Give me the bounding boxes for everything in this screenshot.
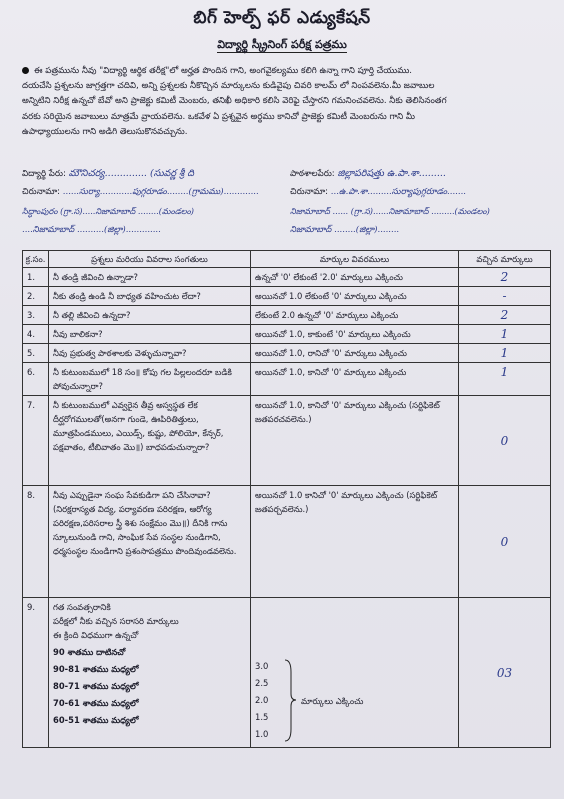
row-marks-rule: అయినచో 1.0, కాకుంటే '0' మార్కులు ఎక్కించు bbox=[251, 325, 459, 344]
row-marks-obtained[interactable]: 03 bbox=[459, 598, 551, 748]
school-address-field bbox=[290, 187, 466, 199]
intro-line bbox=[22, 64, 542, 79]
brace-icon bbox=[283, 658, 297, 743]
row-question: నీ తండ్రి జీవించి ఉన్నాడా? bbox=[49, 268, 251, 287]
row-question: నీవు ప్రభుత్వ పాఠశాలకు వెళ్ళుచున్నావా? bbox=[49, 344, 251, 363]
row-marks-obtained[interactable]: 1 bbox=[459, 363, 551, 396]
table-row bbox=[23, 287, 551, 306]
intro-line: అన్నిటిని నిరీక్ష ఉన్నచో బేవో అని ప్రాజెక్టు కమిటీ మెంబరు, తనిఖీ అధికారి కలిసి వెరిఫై చేస్తారని గమనించవలెను. నీకు తెలిసినంతగ bbox=[22, 96, 447, 107]
mandal-value: సిద్ధాంపురం (గ్రా.స).....నిజామాబాద్ ........(మండలం) bbox=[22, 206, 194, 216]
student-name-field bbox=[22, 168, 194, 181]
band-label: 70-61 శాతము మధ్యలో bbox=[53, 698, 139, 708]
intro-line: వరకు సరియైన జవాబులు మాత్రమే వ్రాయవలెను. ఒకవేళ ఏ ప్రశ్నవైన అర్థము కానిచో ప్రాజెక్టు కమిటీ మెంబరును గాని మీ bbox=[22, 111, 415, 122]
row-marks-rule: లేకుంటే 2.0 ఉన్నచో '0' మార్కులు ఎక్కించు bbox=[251, 306, 459, 325]
row-marks-rule: అయినచో 1.0 లేకుంటే '0' మార్కులు ఎక్కించు bbox=[251, 287, 459, 306]
row-marks-obtained[interactable]: 1 bbox=[459, 344, 551, 363]
band-value: 1.5 bbox=[255, 712, 269, 722]
row-number: 3. bbox=[23, 306, 49, 325]
instructions bbox=[22, 64, 542, 140]
table-row bbox=[23, 598, 551, 748]
screening-table bbox=[22, 250, 551, 748]
row-question: నీవు బాలికనా? bbox=[49, 325, 251, 344]
row9-marks-label: మార్కులు ఎక్కించు bbox=[301, 695, 364, 706]
row-number: 9. bbox=[23, 598, 49, 748]
row-marks-rule: అయినచో 1.0, కానిచో '0' మార్కులు ఎక్కించు (సర్టిఫికెట్ జతపరచవలెను.) bbox=[251, 396, 459, 486]
row-marks-rule: అయినచో 1.0, కానిచో '0' మార్కులు ఎక్కించు bbox=[251, 363, 459, 396]
table-row bbox=[23, 268, 551, 287]
row-question bbox=[49, 598, 251, 748]
row-number: 5. bbox=[23, 344, 49, 363]
intro-line: దయచేసి ప్రశ్నలను జాగ్రత్తగా చదివి, అన్ని ప్రశ్నలకు నీకొచ్చిన మార్కులను కుడివైపు చివరి కాలమ్ లో నింపవలెను.మీ జవాబుల bbox=[22, 81, 435, 92]
school-name-value: జిల్లాపరిషత్తు ఉ.పా.శా......... bbox=[337, 168, 446, 179]
address-label: చిరునామా: bbox=[22, 187, 61, 197]
school-name-field bbox=[290, 168, 446, 181]
row-question: నీ కుటుంబములో 18 సం॥ కోపు గల పిల్లలందరూ బడికి పోవుచున్నారా? bbox=[49, 363, 251, 396]
district-value: ....నిజామాబాద్ ..........(జిల్లా)............. bbox=[22, 225, 161, 235]
row9-intro-line: గత సంవత్సరానికి bbox=[53, 602, 111, 612]
address-field bbox=[22, 187, 259, 199]
student-name-label: విద్యార్థి పేరు: bbox=[22, 169, 66, 179]
row-marks-obtained[interactable]: 2 bbox=[459, 268, 551, 287]
table-header-row bbox=[23, 251, 551, 268]
row-marks-obtained[interactable]: - bbox=[459, 287, 551, 306]
table-row bbox=[23, 344, 551, 363]
school-mandal-value: నిజామాబాద్ ...... (గ్రా.స)......నిజామాబాద్ .........(మండలం) bbox=[290, 206, 490, 216]
row9-intro-line: ఈ క్రింది విధముగా ఉన్నచో bbox=[53, 630, 139, 640]
row-marks-obtained[interactable]: 1 bbox=[459, 325, 551, 344]
band-label: 60-51 శాతము మధ్యలో bbox=[53, 715, 139, 725]
school-district-value: నిజామాబాద్ ........(జిల్లా)........ bbox=[290, 225, 400, 235]
row-marks-rule: ఉన్నచో '0' లేకుంటే '2.0' మార్కులు ఎక్కించు bbox=[251, 268, 459, 287]
table-row bbox=[23, 486, 551, 598]
table-row bbox=[23, 325, 551, 344]
field-row bbox=[22, 223, 552, 242]
page-subtitle bbox=[0, 38, 564, 54]
col-header-marks-obtained: వచ్చిన మార్కులు bbox=[459, 251, 551, 268]
band-values bbox=[255, 658, 283, 743]
field-row bbox=[22, 166, 552, 185]
col-header-question: ప్రశ్నలు మరియు వివరాల సంగతులు bbox=[49, 251, 251, 268]
school-address-label: చిరునామా: bbox=[290, 187, 329, 197]
row-question: నీ కుటుంబములో ఎవ్వరైన తీవ్ర అస్వస్థత లేక దీర్ఘరోగములతో(అనగా గుండె, ఊపిరితిత్తులు, మూత్రపిండములు, ఎయిడ్స్, కుష్టు, పోలియో, కేన్సర్, పక్షవాతం, టీబివాతం మొ॥) బాధపడుచున్నారా? bbox=[49, 396, 251, 486]
row-number: 1. bbox=[23, 268, 49, 287]
intro-line-text: ఈ పత్రమును నీవు "విద్యార్థి ఆర్థిక తరీక్ష"లో అర్హత పొందిన గాని, అంగవైకల్యము కలిగి ఉన్నా గాని పూర్తి చేయుము. bbox=[34, 66, 413, 76]
band-value: 2.5 bbox=[255, 678, 269, 688]
row-question: నీ తల్లి జీవించి ఉన్నదా? bbox=[49, 306, 251, 325]
row-marks-rule: అయినచో 1.0 కానిచో '0' మార్కులు ఎక్కించు (సర్టిఫికెట్ జతపర్చవలెను.) bbox=[251, 486, 459, 598]
field-row bbox=[22, 185, 552, 204]
student-name-value: మౌనిచర్య.............. (సువర్ణ శ్రీ ది bbox=[68, 168, 194, 179]
row-marks-obtained[interactable]: 0 bbox=[459, 396, 551, 486]
student-details bbox=[22, 166, 552, 242]
table-row bbox=[23, 363, 551, 396]
percentage-bands bbox=[53, 644, 246, 729]
row-number: 8. bbox=[23, 486, 49, 598]
school-address-value: ...ఉ.పా.శా.........సుర్యాపుగ్గరూడం....... bbox=[330, 187, 466, 197]
row-question: నీకు తండ్రి ఉండి నీ బాధ్యత వహించుట లేదా? bbox=[49, 287, 251, 306]
col-header-marks-details: మార్కుల వివరములు bbox=[251, 251, 459, 268]
field-row bbox=[22, 204, 552, 223]
row-marks-obtained[interactable]: 2 bbox=[459, 306, 551, 325]
row-number: 4. bbox=[23, 325, 49, 344]
band-label: 90-81 శాతము మధ్యలో bbox=[53, 664, 139, 674]
table-row bbox=[23, 396, 551, 486]
band-label: 90 శాతము దాటినచో bbox=[53, 647, 126, 657]
intro-line: ఉపాధ్యాయులను గాని అడిగి తెలుసుకొనవచ్చును. bbox=[22, 126, 188, 137]
row9-intro-line: పరీక్షలో నీకు వచ్చిన సరాసరి మార్కులు bbox=[53, 616, 179, 626]
subtitle-text: విద్యార్థి స్క్రీనింగ్ పరీక్ష పత్రము bbox=[217, 38, 347, 51]
row-number: 7. bbox=[23, 396, 49, 486]
row-marks-rule bbox=[251, 598, 459, 748]
row-question: నీవు ఎప్పుడైనా సంఘ సేవకుడిగా పని చేసినావా? (నిరక్షరాస్యత విద్య, పర్యావరణ పరిరక్షణ, ఆరోగ్య పరిరక్షణ,పరిసరాల స్త్రీ శిశు సంక్షేమం మొ॥) దీనికి గాను స్కూలునుండి గాని, సాంఘిక సేవ సంస్థల నుండిగాని, ధర్మసంస్థల నుండిగాని ప్రశంసాపత్రము పొందివుండవలెను. bbox=[49, 486, 251, 598]
band-value: 3.0 bbox=[255, 661, 269, 671]
table-row bbox=[23, 306, 551, 325]
row-number: 2. bbox=[23, 287, 49, 306]
band-value: 1.0 bbox=[255, 729, 269, 739]
page-title: బిగ్ హెల్ప్ ఫర్ ఎడ్యుకేషన్ bbox=[193, 8, 371, 28]
row-marks-obtained[interactable]: 0 bbox=[459, 486, 551, 598]
band-value: 2.0 bbox=[255, 695, 269, 705]
band-label: 80-71 శాతము మధ్యలో bbox=[53, 681, 139, 691]
bullet-icon bbox=[22, 67, 29, 74]
row-number: 6. bbox=[23, 363, 49, 396]
row-marks-rule: అయినచో 1.0, రానిచో '0' మార్కులు ఎక్కించు bbox=[251, 344, 459, 363]
school-name-label: పాఠశాలపేరు: bbox=[290, 169, 335, 179]
address-value: ......సుర్యా............పుగ్గరూడం........(గ్రామము)............. bbox=[62, 187, 259, 197]
col-header-number: క్ర.సం. bbox=[23, 251, 49, 268]
